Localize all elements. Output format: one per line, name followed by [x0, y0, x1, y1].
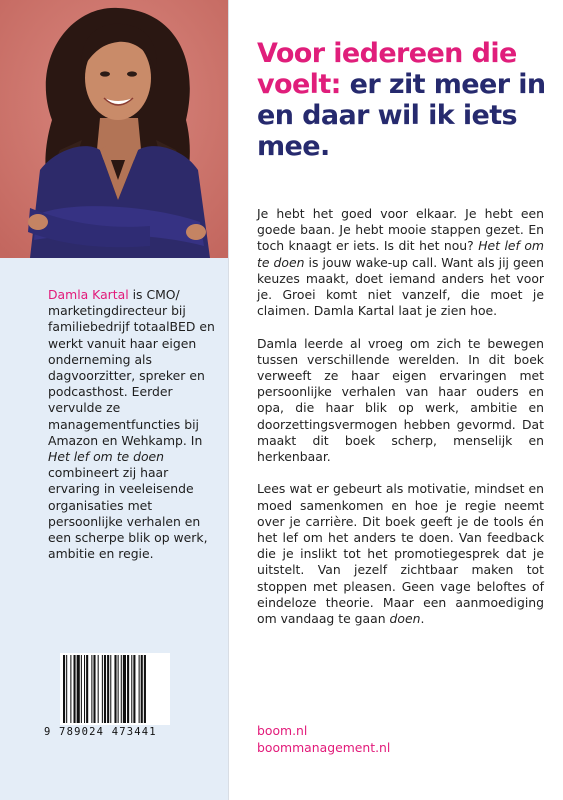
author-photo	[0, 0, 228, 258]
barcode-bar	[121, 655, 122, 723]
bio-text-1: is CMO/ marketingdirecteur bij familiebedrijf totaalBED en werkt vanuit haar eigen onderneming als dagvoorzitter, spreker en podcasthost. Eerder vervulde ze managementfuncties bij Amazon en Wehkamp. In	[48, 287, 215, 448]
link-boommanagement[interactable]: boommanagement.nl	[257, 740, 391, 755]
barcode-bar	[98, 655, 99, 723]
headline-navy: er zit meer in en daar wil ik iets mee.	[257, 69, 546, 162]
barcode-bar	[118, 655, 119, 723]
barcode-bar	[93, 655, 95, 723]
barcode-bar	[141, 655, 143, 723]
barcode-bar	[70, 655, 71, 723]
barcode-bar	[123, 655, 126, 723]
isbn-number: 9 789024 473441	[44, 726, 157, 738]
barcode-bar	[102, 655, 103, 723]
barcode-bar	[91, 655, 92, 723]
blurb-p3-text-a: Lees wat er gebeurt als motivatie, mindset en moed samenkomen en hoe je regie neemt over je carrière. Dit boek geeft je de tools én het lef om het anders te doen. Van feedback die je inslikt tot het promotiegesprek dat je uitstelt. Van jezelf zichtbaar maken tot stoppen met pleasen. Geen vage beloftes of eindeloze theorie. Maar een aanmoediging om vandaag te gaan	[257, 481, 544, 627]
author-name: Damla Kartal	[48, 287, 129, 302]
barcode-bar	[86, 655, 88, 723]
publisher-links	[257, 722, 390, 756]
barcode-bar	[104, 655, 106, 723]
blurb-p1-text-b: is jouw wake-up call. Want als jij geen keuzes maakt, doet iemand anders het voor je. Groei komt niet vanzelf, die moet je claimen. Damla Kartal laat je zien hoe.	[257, 254, 545, 319]
barcode-bar	[74, 655, 76, 723]
barcode-bar	[133, 655, 135, 723]
bio-text-2: combineert zij haar ervaring in veeleisende organisaties met persoonlijke verhalen en een scherpe blik op werk, ambitie en regie.	[48, 465, 208, 562]
blurb-p3-text-b: .	[420, 611, 425, 627]
link-boom[interactable]: boom.nl	[257, 723, 308, 738]
barcode-bar	[114, 655, 116, 723]
blurb-paragraph-1	[257, 206, 544, 319]
barcode-bar	[66, 655, 67, 723]
barcode-bar	[144, 655, 146, 723]
barcode	[60, 653, 170, 725]
barcode-bar	[81, 655, 82, 723]
blurb-paragraph-2: Damla leerde al vroeg om zich te bewegen tussen verschillende werelden. In dit boek verweeft ze haar eigen ervaringen met persoonlijke verhalen van haar ouders en opa, die haar blik op werk, ambitie en doorzettingsvermogen hebben gevormd. Dat maakt dit boek scherp, menselijk en herkenbaar.	[257, 335, 544, 465]
barcode-bar	[131, 655, 132, 723]
headline-pink: Voor iedereen die voelt:	[257, 38, 517, 100]
panel-divider	[228, 0, 229, 800]
barcode-bar	[63, 655, 65, 723]
blurb-p1-text-a: Je hebt het goed voor elkaar. Je hebt een goede baan. Je hebt mooie stappen gezet. En toch knaagt er iets. Is dit het nou?	[257, 206, 544, 254]
barcode-bar	[77, 655, 80, 723]
barcode-bar	[127, 655, 129, 723]
blurb-p3-emphasis: doen	[389, 611, 421, 627]
barcode-bar	[84, 655, 85, 723]
blurb-paragraph-3	[257, 481, 544, 627]
author-bio	[48, 287, 220, 562]
barcode-bar	[107, 655, 109, 723]
blurb	[257, 206, 544, 643]
bio-book-title: Het lef om te doen	[48, 449, 165, 465]
barcode-bar	[110, 655, 111, 723]
back-cover-headline	[257, 38, 557, 162]
blurb-p1-title: Het lef om te doen	[257, 238, 544, 270]
barcode-bar	[139, 655, 140, 723]
